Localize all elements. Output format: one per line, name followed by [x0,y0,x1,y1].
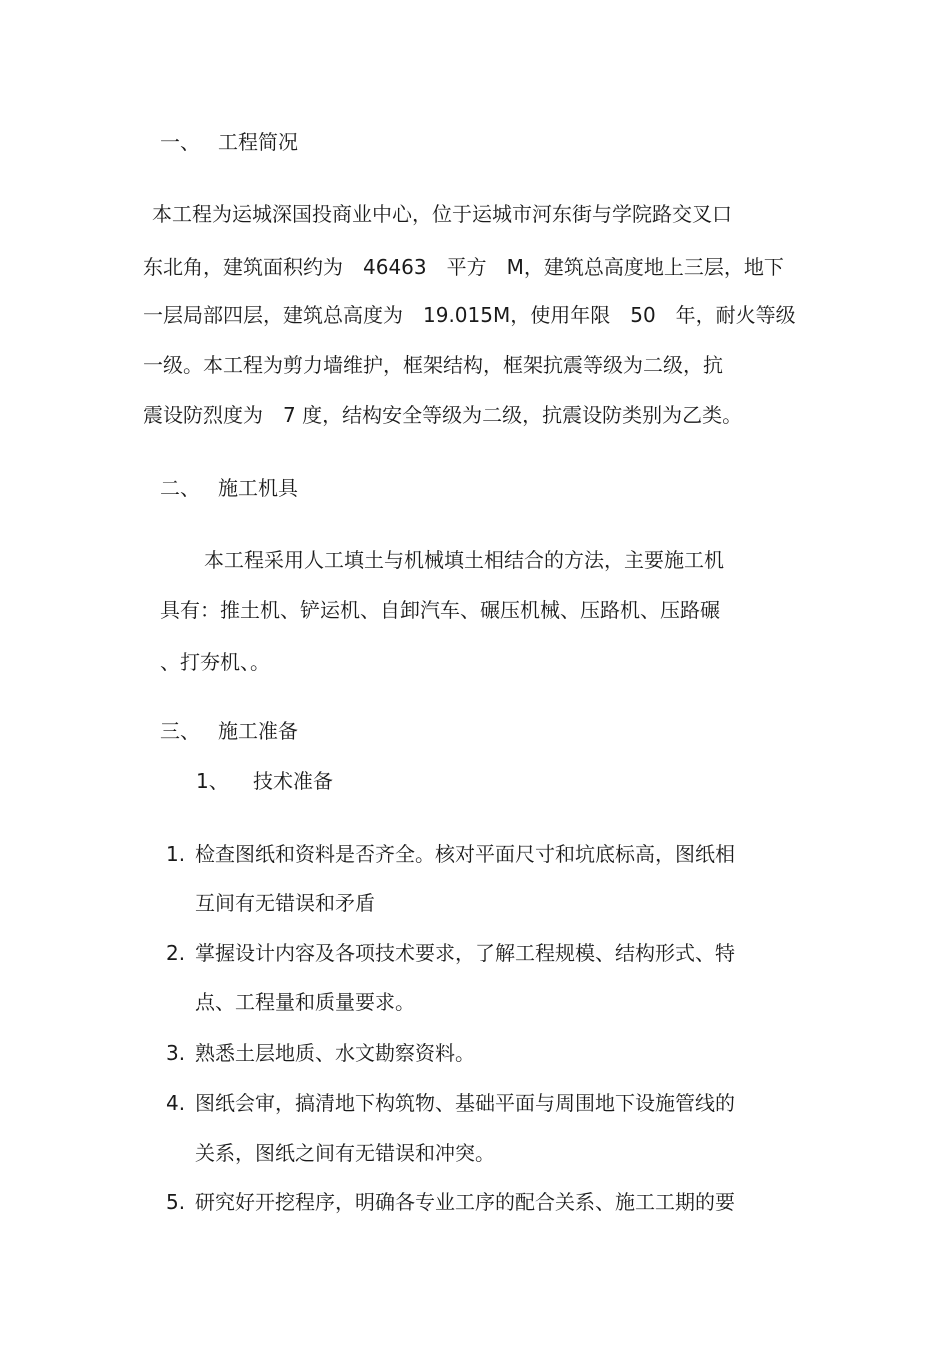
section-2-title: 施工机具 [218,476,298,500]
list-item-number: 3. [166,1041,186,1065]
list-item-number: 4. [166,1091,186,1115]
list-item-line: 图纸会审，搞清地下构筑物、基础平面与周围地下设施管线的 [195,1091,735,1115]
list-item-number: 2. [166,941,186,965]
section-3-number: 三、 [160,719,200,743]
section-3-title: 施工准备 [218,719,298,743]
list-item-line: 研究好开挖程序，明确各专业工序的配合关系、施工工期的要 [195,1190,735,1214]
paragraph-line: 一级。本工程为剪力墙维护，框架结构，框架抗震等级为二级，抗 [143,353,723,377]
list-item-line: 关系，图纸之间有无错误和冲突。 [195,1141,495,1165]
paragraph-line: 具有：推土机、铲运机、自卸汽车、碾压机械、压路机、压路碾 [160,598,720,622]
paragraph-line: 、打夯机、。 [160,650,270,674]
list-item-line: 点、工程量和质量要求。 [195,990,415,1014]
paragraph-line: 本工程采用人工填土与机械填土相结合的方法，主要施工机 [204,548,724,572]
list-item-line: 检查图纸和资料是否齐全。核对平面尺寸和坑底标高，图纸相 [195,842,735,866]
list-item-line: 互间有无错误和矛盾 [195,891,375,915]
paragraph-line: 本工程为运城深国投商业中心，位于运城市河东街与学院路交叉口 [152,202,732,226]
paragraph-line: 东北角，建筑面积约为 46463 平方 M，建筑总高度地上三层，地下 [143,255,784,279]
list-item-line: 熟悉土层地质、水文勘察资料。 [195,1041,475,1065]
section-1-title: 工程简况 [218,130,298,154]
paragraph-line: 震设防烈度为 7 度，结构安全等级为二级，抗震设防类别为乙类。 [143,403,743,427]
list-item-number: 5. [166,1190,186,1214]
list-item-line: 掌握设计内容及各项技术要求，了解工程规模、结构形式、特 [195,941,735,965]
subsection-title: 技术准备 [253,769,333,793]
subsection-number: 1、 [196,769,229,793]
section-2-number: 二、 [160,476,200,500]
list-item-number: 1. [166,842,186,866]
paragraph-line: 一层局部四层，建筑总高度为 19.015M，使用年限 50 年，耐火等级 [143,303,796,327]
section-1-number: 一、 [160,130,200,154]
